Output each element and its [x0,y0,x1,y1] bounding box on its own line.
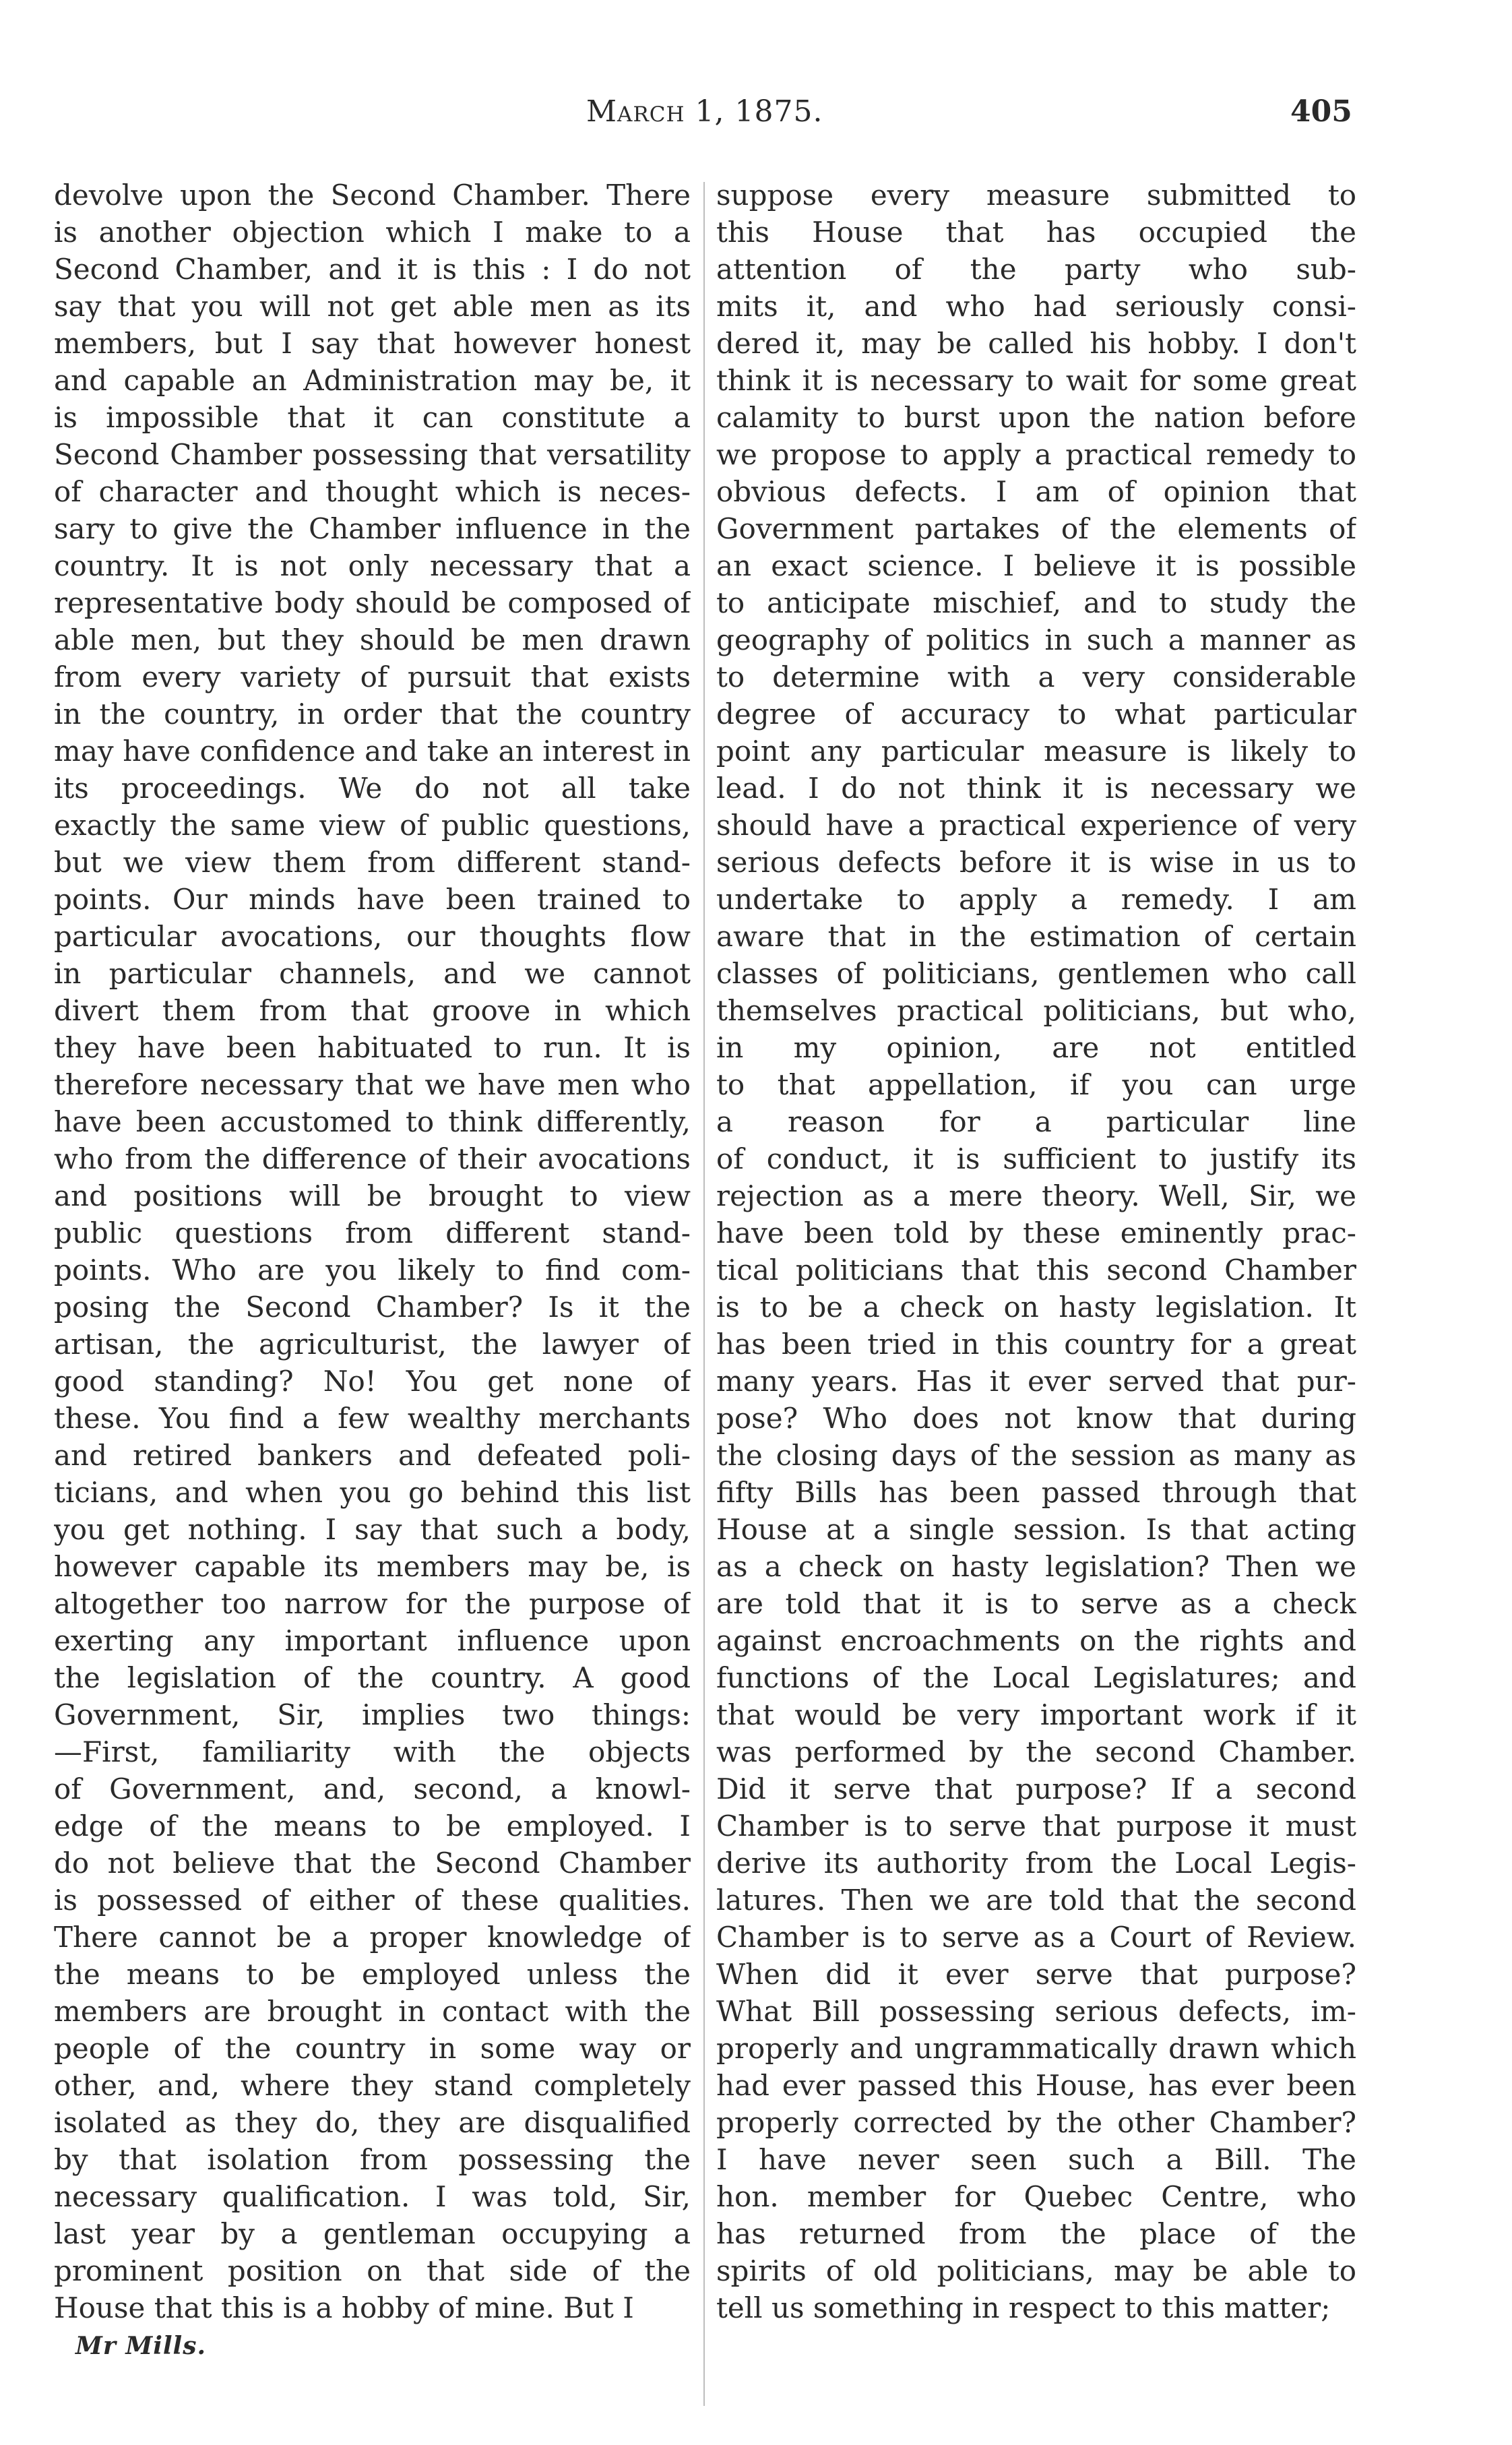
text-line: as a check on hasty legislation? Then we [716,1550,1356,1583]
text-line: latures. Then we are told that the second [716,1884,1356,1917]
text-line: Second Chamber possessing that versatility [54,438,691,471]
text-line: geography of politics in such a manner as [716,623,1356,656]
text-line: in the country, in order that the country [54,698,691,731]
text-line: devolve upon the Second Chamber. There [54,179,691,212]
text-line: themselves practical politicians, but who, [716,994,1356,1027]
text-line: artisan, the agriculturist, the lawyer of [54,1328,691,1361]
header-date: March 1, 1875. [586,94,823,129]
text-line: is impossible that it can constitute a [54,401,691,434]
text-line: functions of the Local Legislatures; and [716,1661,1356,1694]
text-line: points. Our minds have been trained to [54,883,691,916]
text-line: —First, familiarity with the objects [54,1735,691,1768]
text-line: to anticipate mischief, and to study the [716,586,1356,619]
text-line: divert them from that groove in which [54,994,691,1027]
text-line: point any particular measure is likely to [716,735,1356,768]
text-line: representative body should be composed of [54,586,691,619]
text-line: is possessed of either of these qualities. [54,1884,691,1917]
text-line: you get nothing. I say that such a body, [54,1513,691,1546]
text-line: members, but I say that however honest [54,327,691,360]
text-line: are told that it is to serve as a check [716,1587,1356,1620]
text-line: House at a single session. Is that acting [716,1513,1356,1546]
text-line: last year by a gentleman occupying a [54,2217,691,2250]
text-line: and positions will be brought to view [54,1179,691,1212]
text-line: this House that has occupied the [716,216,1356,249]
text-line: to that appellation, if you can urge [716,1068,1356,1101]
text-line: spirits of old politicians, may be able to [716,2254,1356,2287]
text-line: is to be a check on hasty legislation. It [716,1291,1356,1324]
text-line: undertake to apply a remedy. I am [716,883,1356,916]
text-line: Chamber is to serve that purpose it must [716,1809,1356,1843]
text-line: hon. member for Quebec Centre, who [716,2180,1356,2213]
text-line: derive its authority from the Local Legis- [716,1847,1356,1880]
text-line: should have a practical experience of very [716,809,1356,842]
text-line: good standing? No! You get none of [54,1365,691,1398]
text-line: exactly the same view of public questions, [54,809,691,842]
text-line: these. You find a few wealthy merchants [54,1402,691,1435]
text-line: obvious defects. I am of opinion that [716,475,1356,508]
text-line: attention of the party who sub- [716,253,1356,286]
text-line: House that this is a hobby of mine. But I [54,2291,634,2324]
page-header [0,94,1512,148]
text-line: posing the Second Chamber? Is it the [54,1291,691,1324]
text-line: dered it, may be called his hobby. I don't [716,327,1356,360]
text-line: degree of accuracy to what particular [716,698,1356,731]
text-line: There cannot be a proper knowledge of [54,1921,691,1954]
text-line: who from the difference of their avocations [54,1142,691,1175]
left-column [54,177,691,2326]
text-line: Government partakes of the elements of [716,512,1356,545]
text-line: was performed by the second Chamber. [716,1735,1356,1768]
text-line: against encroachments on the rights and [716,1624,1356,1657]
text-line: classes of politicians, gentlemen who call [716,957,1356,990]
text-line: ticians, and when you go behind this list [54,1476,691,1509]
text-line: particular avocations, our thoughts flow [54,920,691,953]
text-line: suppose every measure submitted to [716,179,1356,212]
text-line: the means to be employed unless the [54,1958,691,1991]
text-line: points. Who are you likely to find com- [54,1254,691,1287]
text-line: many years. Has it ever served that pur- [716,1365,1356,1398]
text-line: Did it serve that purpose? If a second [716,1772,1356,1805]
text-line: therefore necessary that we have men who [54,1068,691,1101]
text-line: may have confidence and take an interest in [54,735,691,768]
text-line: the closing days of the session as many as [716,1439,1356,1472]
text-line: has been tried in this country for a great [716,1328,1356,1361]
text-line: calamity to burst upon the nation before [716,401,1356,434]
text-line: rejection as a mere theory. Well, Sir, we [716,1179,1356,1212]
text-line: What Bill possessing serious defects, im- [716,1995,1356,2028]
text-line: mits it, and who had seriously consi- [716,290,1356,323]
text-line: public questions from different stand- [54,1216,691,1249]
text-line: its proceedings. We do not all take [54,772,691,805]
text-line: that would be very important work if it [716,1698,1356,1731]
text-line: had ever passed this House, has ever been [716,2069,1356,2102]
text-line: properly and ungrammatically drawn which [716,2032,1356,2065]
text-line: When did it ever serve that purpose? [716,1958,1356,1991]
text-line: I have never seen such a Bill. The [716,2143,1356,2176]
text-line: and capable an Administration may be, it [54,364,691,397]
text-line: in my opinion, are not entitled [716,1031,1356,1064]
text-line: and retired bankers and defeated poli- [54,1439,691,1472]
text-line: Government, Sir, implies two things: [54,1698,691,1731]
text-line: of conduct, it is sufficient to justify its [716,1142,1356,1175]
text-line: prominent position on that side of the [54,2254,691,2287]
text-line: altogether too narrow for the purpose of [54,1587,691,1620]
text-line: lead. I do not think it is necessary we [716,772,1356,805]
text-line: exerting any important influence upon [54,1624,691,1657]
text-line: have been accustomed to think differently, [54,1105,691,1138]
text-line: but we view them from different stand- [54,846,691,879]
footer-signature: Mr Mills. [75,2332,207,2360]
text-line: of Government, and, second, a knowl- [54,1772,691,1805]
text-line: Chamber is to serve as a Court of Review. [716,1921,1356,1954]
page-number: 405 [1290,94,1352,129]
text-line: from every variety of pursuit that exists [54,660,691,693]
text-line: have been told by these eminently prac- [716,1216,1356,1249]
text-line: necessary qualification. I was told, Sir, [54,2180,691,2213]
text-line: has returned from the place of the [716,2217,1356,2250]
text-line: edge of the means to be employed. I [54,1809,691,1843]
text-line: serious defects before it is wise in us to [716,846,1356,879]
text-line: is another objection which I make to a [54,216,691,249]
text-line: we propose to apply a practical remedy to [716,438,1356,471]
text-line: other, and, where they stand completely [54,2069,691,2102]
text-line: an exact science. I believe it is possible [716,549,1356,582]
column-divider [703,182,705,2406]
text-line: in particular channels, and we cannot [54,957,691,990]
text-line: fifty Bills has been passed through that [716,1476,1356,1509]
text-line: members are brought in contact with the [54,1995,691,2028]
text-line: to determine with a very considerable [716,660,1356,693]
text-line: sary to give the Chamber influence in the [54,512,691,545]
text-line: isolated as they do, they are disqualified [54,2106,691,2139]
text-line: people of the country in some way or [54,2032,691,2065]
text-line: think it is necessary to wait for some great [716,364,1356,397]
text-line: able men, but they should be men drawn [54,623,691,656]
text-line: however capable its members may be, is [54,1550,691,1583]
text-line: a reason for a particular line [716,1105,1356,1138]
text-line: by that isolation from possessing the [54,2143,691,2176]
text-line: they have been habituated to run. It is [54,1031,691,1064]
text-line: of character and thought which is neces- [54,475,691,508]
text-line: say that you will not get able men as its [54,290,691,323]
text-line: properly corrected by the other Chamber? [716,2106,1356,2139]
right-column [716,177,1356,2326]
text-line: pose? Who does not know that during [716,1402,1356,1435]
text-line: aware that in the estimation of certain [716,920,1356,953]
text-line: the legislation of the country. A good [54,1661,691,1694]
text-line: do not believe that the Second Chamber [54,1847,691,1880]
text-line: country. It is not only necessary that a [54,549,691,582]
text-line: tical politicians that this second Chamber [716,1254,1356,1287]
text-line: Second Chamber, and it is this : I do not [54,253,691,286]
text-line: tell us something in respect to this matter; [716,2291,1331,2324]
